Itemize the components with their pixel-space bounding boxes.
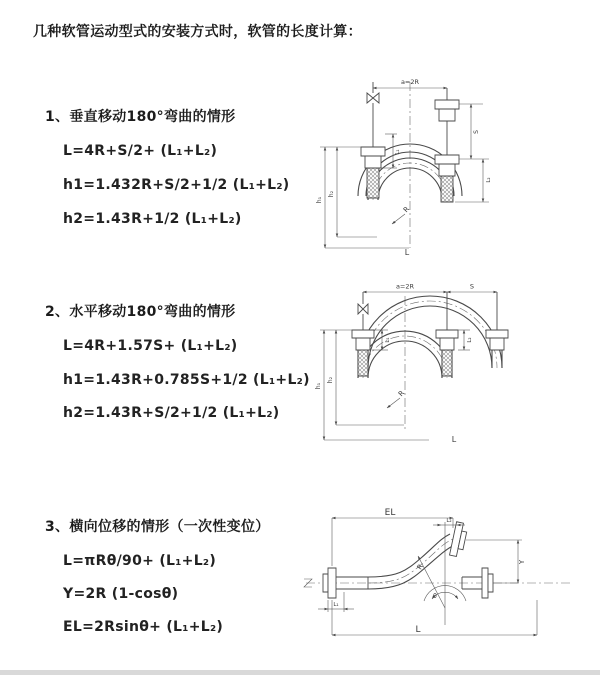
page-title: 几种软管运动型式的安装方式时，软管的长度计算： — [33, 24, 362, 40]
hose-curves — [358, 296, 502, 378]
dim-label-el: EL — [384, 508, 396, 518]
dim-l2 — [458, 330, 473, 350]
diagram-lateral-displacement — [300, 508, 580, 643]
braid-section — [442, 350, 452, 376]
dim-s — [459, 104, 489, 159]
flange-hex — [365, 156, 381, 168]
section1-formula-h1: h1=1.432R+S/2+1/2 (L₁+L₂) — [63, 177, 290, 193]
dim-a2r — [363, 283, 447, 293]
braid-section — [441, 176, 453, 202]
flange-hex-upper — [439, 109, 455, 121]
dim-label-a2r: a=2R — [400, 78, 420, 86]
flange-plate — [486, 330, 508, 338]
diagram-horizontal-180-bend — [308, 282, 553, 450]
valve-icon — [367, 93, 379, 103]
dim-label-l2: L₂ — [446, 518, 452, 524]
length-label: L — [415, 625, 421, 635]
dim-label-l1: L₁ — [333, 602, 339, 608]
radius-callout — [392, 205, 411, 224]
dim-label-a2r: a=2R — [395, 282, 415, 291]
section2-formula-h2: h2=1.43R+S/2+1/2 (L₁+L₂) — [63, 405, 280, 421]
dim-label-l1: L₁ — [385, 337, 391, 343]
valve-icon — [358, 304, 368, 314]
flange-hex-lower — [439, 164, 455, 176]
flange-hex — [356, 338, 370, 350]
centerline-horizontal — [304, 579, 572, 587]
dim-label-l1: L₁ — [395, 149, 401, 155]
flange-plate — [482, 568, 488, 598]
length-label: L — [451, 435, 457, 444]
dim-label-h1: h₁ — [316, 196, 323, 204]
section3-formula-L: L=πRθ/90+ (L₁+L₂) — [63, 553, 217, 569]
dim-label-h1: h₁ — [315, 382, 322, 390]
dim-s — [447, 283, 497, 293]
flange-plate — [361, 147, 385, 156]
dim-label-s: S — [469, 282, 475, 291]
radius-callout — [387, 389, 406, 408]
section3-formula-EL: EL=2Rsinθ+ (L₁+L₂) — [63, 619, 224, 635]
flange-hex — [440, 338, 454, 350]
upper-flange — [450, 522, 469, 558]
section2-formula-L: L=4R+1.57S+ (L₁+L₂) — [63, 338, 238, 354]
flange-plate — [328, 568, 336, 598]
braid-section — [367, 168, 379, 198]
flange-plate-lower — [435, 155, 459, 164]
flange-stub — [488, 574, 493, 592]
dim-label-y: Y — [518, 559, 526, 565]
dim-label-s: S — [473, 130, 480, 134]
section2-heading: 2、水平移动180°弯曲的情形 — [45, 304, 236, 320]
radius-label: R — [415, 562, 425, 572]
dim-el — [332, 508, 453, 566]
left-pipe-end — [361, 82, 385, 198]
length-label: L — [404, 248, 410, 257]
hose-s-curve — [368, 534, 456, 589]
dim-label-h2: h₂ — [328, 190, 335, 198]
section1-formula-L: L=4R+S/2+ (L₁+L₂) — [63, 143, 218, 159]
section2-formula-h1: h1=1.43R+0.785S+1/2 (L₁+L₂) — [63, 372, 310, 388]
flange-hex — [490, 338, 504, 350]
dim-l — [332, 600, 537, 635]
flange-stub — [323, 574, 328, 592]
diagram-vertical-180-bend — [305, 72, 545, 257]
section1-formula-h2: h2=1.43R+1/2 (L₁+L₂) — [63, 211, 242, 227]
theta-label: θ — [433, 593, 437, 600]
flange-plate — [352, 330, 374, 338]
dim-label-h2: h₂ — [327, 376, 334, 384]
section1-heading: 1、垂直移动180°弯曲的情形 — [45, 109, 236, 125]
section3-heading: 3、横向位移的情形（一次性变位） — [45, 519, 270, 535]
radius-label: R — [401, 205, 412, 215]
dim-label-l2: L₂ — [486, 177, 492, 183]
section3-formula-Y: Y=2R (1-cosθ) — [63, 586, 179, 602]
right-pipe-end — [486, 292, 508, 350]
page-bottom-edge — [0, 670, 600, 675]
flange-plate-upper — [435, 100, 459, 109]
flange-plate — [436, 330, 458, 338]
braid-section — [358, 350, 368, 376]
dim-l2 — [455, 159, 492, 202]
radius-label: R — [396, 389, 407, 399]
dim-label-l2: L₂ — [467, 337, 473, 343]
